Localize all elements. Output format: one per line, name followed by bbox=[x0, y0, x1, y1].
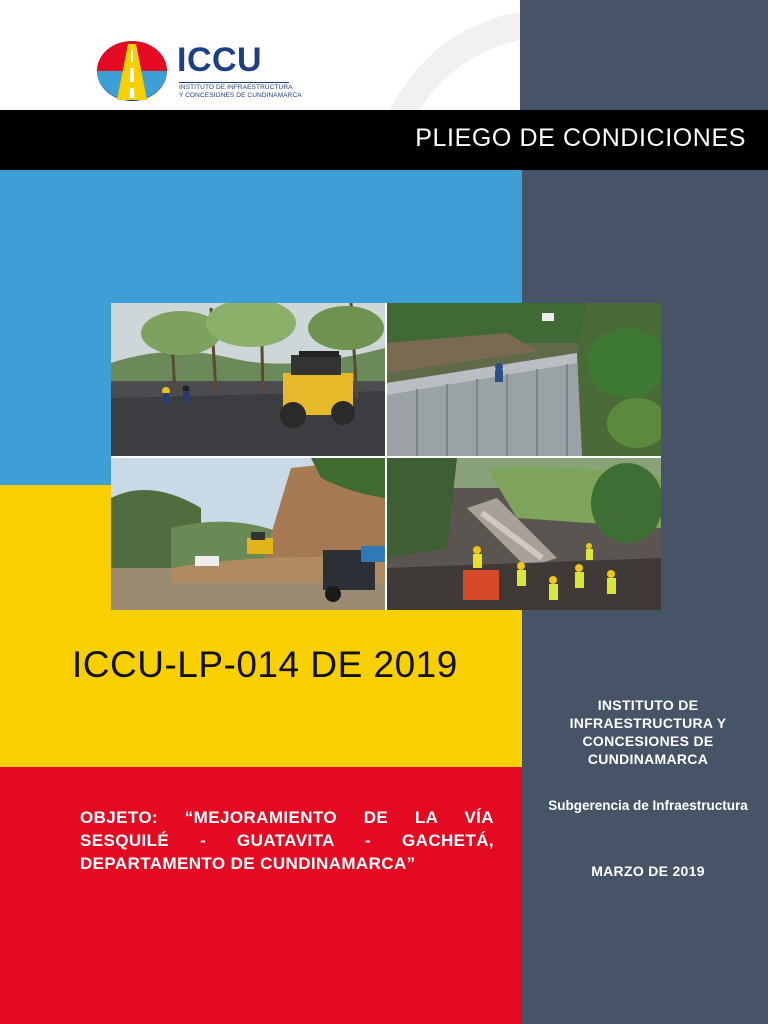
contract-code: ICCU-LP-014 DE 2019 bbox=[72, 644, 458, 685]
road-logo-icon bbox=[95, 40, 169, 102]
logo-subtitle-line2: Y CONCESIONES DE CUNDINAMARCA bbox=[179, 92, 302, 99]
document-date: MARZO DE 2019 bbox=[591, 863, 705, 879]
institute-name: INSTITUTO DE INFRAESTRUCTURA Y CONCESIONES DE CUNDINAMARCA bbox=[569, 697, 727, 767]
logo-subtitle-line1: INSTITUTO DE INFRAESTRUCTURA bbox=[179, 84, 293, 91]
photo-collage bbox=[111, 303, 661, 610]
landslide-excavation-photo bbox=[111, 458, 385, 610]
logo-wordmark: ICCU bbox=[177, 41, 263, 79]
construction-workers-photo bbox=[387, 458, 661, 610]
contract-object: OBJETO: “MEJORAMIENTO DE LA VÍA SESQUILÉ - GUATAVITA - GACHETÁ, DEPARTAMENTO DE CUNDINAMARCA” bbox=[80, 808, 494, 873]
document-title: PLIEGO DE CONDICIONES bbox=[415, 124, 746, 152]
subgerencia-label: Subgerencia de Infraestructura bbox=[548, 798, 748, 813]
iccu-logo bbox=[95, 38, 302, 104]
retaining-wall-photo bbox=[387, 303, 661, 456]
decorative-swoosh bbox=[380, 0, 520, 110]
logo-divider bbox=[179, 82, 289, 83]
road-paving-photo bbox=[111, 303, 385, 456]
